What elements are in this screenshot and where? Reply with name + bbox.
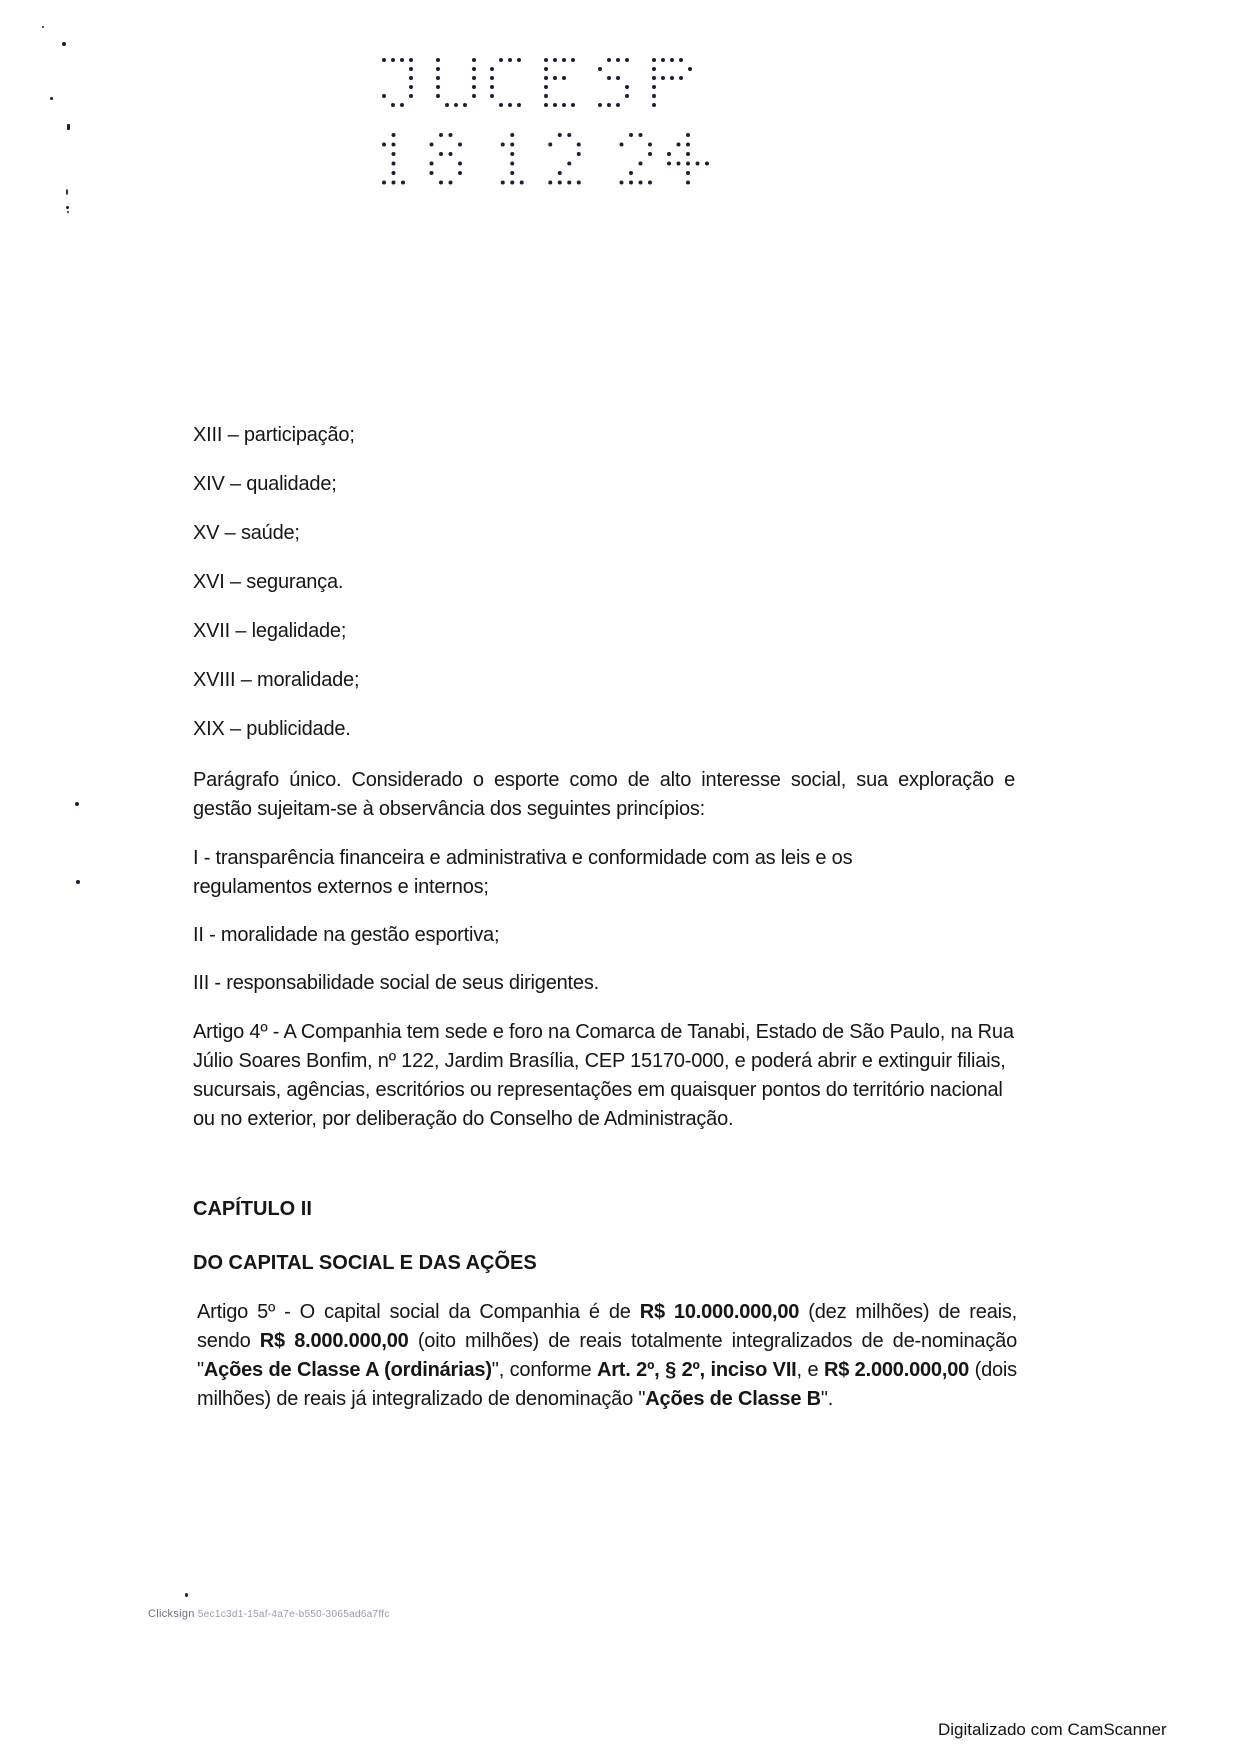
stamp-dot bbox=[686, 171, 690, 175]
stamp-dot bbox=[517, 58, 521, 62]
artigo-5-text: ", conforme bbox=[491, 1359, 597, 1381]
stamp-dot bbox=[679, 58, 683, 62]
stamp-dot bbox=[472, 58, 476, 62]
stamp-dot bbox=[553, 58, 557, 62]
stamp-dot bbox=[544, 58, 548, 62]
artigo-5-text: ". bbox=[820, 1388, 834, 1410]
scan-speck bbox=[185, 1593, 188, 1597]
stamp-dot bbox=[409, 76, 413, 80]
stamp-dot bbox=[639, 162, 643, 166]
chapter-number: CAPÍTULO II bbox=[193, 1198, 312, 1220]
item-dash: – bbox=[235, 620, 247, 642]
stamp-dot bbox=[686, 133, 690, 137]
stamp-dot bbox=[430, 162, 434, 166]
stamp-dot bbox=[629, 171, 633, 175]
stamp-dot bbox=[544, 94, 548, 98]
stamp-dot bbox=[436, 67, 440, 71]
stamp-dot bbox=[686, 162, 690, 166]
stamp-dot bbox=[652, 76, 656, 80]
item-numeral: XIX bbox=[193, 718, 225, 740]
stamp-dot bbox=[510, 143, 514, 147]
stamp-dot bbox=[670, 58, 674, 62]
list-item bbox=[193, 424, 355, 447]
capital-classe-a: R$ 8.000.000,00 bbox=[259, 1330, 409, 1352]
stamp-dot bbox=[490, 94, 494, 98]
stamp-dot bbox=[472, 94, 476, 98]
item-text: saúde; bbox=[240, 522, 300, 544]
stamp-dot bbox=[392, 152, 396, 156]
stamp-dot bbox=[490, 76, 494, 80]
stamp-dot bbox=[598, 67, 602, 71]
stamp-dot-matrix bbox=[380, 55, 710, 205]
stamp-dot bbox=[577, 152, 581, 156]
stamp-dot bbox=[553, 103, 557, 107]
item-dash: – bbox=[230, 571, 241, 593]
stamp-dot bbox=[652, 67, 656, 71]
stamp-dot bbox=[409, 94, 413, 98]
stamp-dot bbox=[616, 58, 620, 62]
stamp-dot bbox=[510, 162, 514, 166]
stamp-dot bbox=[439, 133, 443, 137]
stamp-dot bbox=[392, 171, 396, 175]
stamp-dot bbox=[400, 103, 404, 107]
stamp-dot bbox=[562, 103, 566, 107]
stamp-dot bbox=[652, 58, 656, 62]
item-dash: – bbox=[230, 718, 241, 740]
item-text: segurança. bbox=[246, 571, 344, 593]
classe-a-name: Ações de Classe A (ordinárias) bbox=[203, 1359, 492, 1381]
stamp-dot bbox=[458, 143, 462, 147]
artigo-5 bbox=[197, 1298, 1017, 1414]
stamp-dot bbox=[548, 181, 552, 185]
stamp-dot bbox=[472, 76, 476, 80]
stamp-dot bbox=[400, 58, 404, 62]
clicksign-code: 5ec1c3d1-15af-4a7e-b550-3065ad6a7ffc bbox=[197, 1609, 390, 1620]
item-numeral: XVIII bbox=[193, 669, 236, 691]
stamp-dot bbox=[392, 143, 396, 147]
stamp-dot bbox=[391, 58, 395, 62]
stamp-dot bbox=[625, 58, 629, 62]
stamp-dot bbox=[620, 181, 624, 185]
stamp-dot bbox=[607, 58, 611, 62]
principio-item: III - responsabilidade social de seus dirigentes. bbox=[193, 972, 599, 994]
stamp-dot bbox=[577, 143, 581, 147]
camscanner-watermark: Digitalizado com CamScanner bbox=[938, 1720, 1167, 1739]
stamp-dot bbox=[607, 76, 611, 80]
stamp-dot bbox=[382, 58, 386, 62]
stamp-dot bbox=[679, 76, 683, 80]
stamp-dot bbox=[688, 67, 692, 71]
artigo-5-text: Artigo 5º - O capital social da Companhia é de bbox=[197, 1301, 640, 1323]
stamp-dot bbox=[445, 103, 449, 107]
stamp-dot bbox=[562, 76, 566, 80]
list-item bbox=[193, 620, 346, 643]
article-reference: Art. 2º, § 2º, inciso VII bbox=[596, 1359, 797, 1381]
stamp-dot bbox=[661, 58, 665, 62]
stamp-dot bbox=[490, 67, 494, 71]
stamp-dot bbox=[436, 58, 440, 62]
scan-speck bbox=[42, 26, 44, 28]
stamp-dot bbox=[508, 58, 512, 62]
principio-item: II - moralidade na gestão esportiva; bbox=[193, 924, 500, 946]
stamp-dot bbox=[430, 143, 434, 147]
stamp-dot bbox=[548, 143, 552, 147]
scan-speck bbox=[62, 42, 66, 46]
stamp-dot bbox=[449, 133, 453, 137]
capital-classe-b: R$ 2.000.000,00 bbox=[823, 1359, 970, 1381]
stamp-dot bbox=[401, 181, 405, 185]
stamp-dot bbox=[430, 171, 434, 175]
stamp-dot bbox=[392, 133, 396, 137]
stamp-dot bbox=[510, 152, 514, 156]
scan-speck bbox=[66, 206, 69, 209]
stamp-dot bbox=[436, 85, 440, 89]
list-item bbox=[193, 718, 351, 741]
classe-b-name: Ações de Classe B bbox=[645, 1388, 821, 1410]
stamp-dot bbox=[686, 152, 690, 156]
stamp-dot bbox=[686, 181, 690, 185]
list-item bbox=[193, 669, 359, 692]
stamp-dot bbox=[382, 181, 386, 185]
stamp-dot bbox=[670, 76, 674, 80]
stamp-dot bbox=[510, 171, 514, 175]
stamp-dot bbox=[501, 143, 505, 147]
stamp-dot bbox=[625, 85, 629, 89]
stamp-dot bbox=[439, 181, 443, 185]
list-item bbox=[193, 473, 337, 496]
item-numeral: XVI bbox=[193, 571, 225, 593]
stamp-dot bbox=[510, 133, 514, 137]
stamp-dot bbox=[382, 143, 386, 147]
stamp-dot bbox=[392, 162, 396, 166]
stamp-dot bbox=[544, 85, 548, 89]
stamp-dot bbox=[661, 76, 665, 80]
stamp-dot bbox=[517, 103, 521, 107]
stamp-dot bbox=[571, 58, 575, 62]
stamp-dot bbox=[439, 152, 443, 156]
stamp-dot bbox=[449, 181, 453, 185]
item-text: legalidade; bbox=[251, 620, 347, 642]
stamp-dot bbox=[648, 181, 652, 185]
stamp-dot bbox=[392, 181, 396, 185]
stamp-dot bbox=[667, 162, 671, 166]
item-dash: – bbox=[240, 669, 252, 691]
scan-speck bbox=[50, 97, 53, 100]
stamp-dot bbox=[562, 58, 566, 62]
stamp-dot bbox=[472, 85, 476, 89]
stamp-dot bbox=[567, 133, 571, 137]
stamp-dot bbox=[686, 143, 690, 147]
stamp-dot bbox=[436, 76, 440, 80]
artigo-4: Artigo 4º - A Companhia tem sede e foro na Comarca de Tanabi, Estado de São Paulo, na Rua Júlio Soares Bonfim, nº 122, Jardim Brasília, CEP 15170-000, e poderá abrir e extinguir filiais, sucursais, agências, escritórios ou representações em quaisquer pontos do território nacional ou no exterior, por deliberação do Conselho de Administração. bbox=[193, 1021, 1014, 1130]
stamp-dot bbox=[625, 94, 629, 98]
artigo-5-text: (oito milhões) de reais totalmente integralizados de de-nominação " bbox=[197, 1330, 1017, 1381]
stamp-dot bbox=[544, 67, 548, 71]
item-numeral: XVII bbox=[193, 620, 230, 642]
stamp-dot bbox=[677, 162, 681, 166]
stamp-dot bbox=[458, 162, 462, 166]
jucesp-stamp bbox=[380, 55, 710, 205]
stamp-dot bbox=[652, 85, 656, 89]
stamp-dot bbox=[607, 103, 611, 107]
stamp-dot bbox=[648, 152, 652, 156]
item-dash: – bbox=[227, 424, 239, 446]
scan-speck bbox=[76, 880, 80, 884]
stamp-dot bbox=[629, 133, 633, 137]
capital-total: R$ 10.000.000,00 bbox=[639, 1301, 800, 1323]
item-dash: – bbox=[230, 473, 241, 495]
stamp-dot bbox=[696, 162, 700, 166]
item-text: participação; bbox=[243, 424, 355, 446]
stamp-dot bbox=[567, 162, 571, 166]
stamp-dot bbox=[677, 143, 681, 147]
stamp-dot bbox=[652, 94, 656, 98]
stamp-dot bbox=[463, 103, 467, 107]
stamp-dot bbox=[705, 162, 709, 166]
stamp-dot bbox=[667, 152, 671, 156]
stamp-dot bbox=[544, 76, 548, 80]
artigo-5-text: (dez milhões) de reais, sendo bbox=[197, 1301, 1018, 1352]
stamp-dot bbox=[508, 103, 512, 107]
stamp-dot bbox=[558, 171, 562, 175]
stamp-dot bbox=[409, 58, 413, 62]
clicksign-brand: Clicksign bbox=[148, 1608, 195, 1620]
stamp-dot bbox=[458, 171, 462, 175]
stamp-dot bbox=[454, 103, 458, 107]
stamp-dot bbox=[499, 58, 503, 62]
scan-speck bbox=[75, 802, 79, 806]
item-text: moralidade; bbox=[257, 669, 360, 691]
scan-speck bbox=[66, 189, 68, 195]
item-dash: – bbox=[224, 522, 236, 544]
stamp-dot bbox=[472, 67, 476, 71]
chapter-title: DO CAPITAL SOCIAL E DAS AÇÕES bbox=[193, 1252, 537, 1274]
stamp-dot bbox=[577, 181, 581, 185]
item-numeral: XV bbox=[193, 522, 220, 544]
stamp-dot bbox=[553, 76, 557, 80]
list-item bbox=[193, 522, 300, 545]
stamp-dot bbox=[639, 181, 643, 185]
stamp-dot bbox=[499, 103, 503, 107]
stamp-dot bbox=[571, 103, 575, 107]
artigo-5-text: , e bbox=[796, 1359, 824, 1381]
stamp-dot bbox=[648, 143, 652, 147]
stamp-dot bbox=[520, 181, 524, 185]
stamp-dot bbox=[544, 103, 548, 107]
stamp-dot bbox=[652, 103, 656, 107]
stamp-dot bbox=[567, 181, 571, 185]
stamp-dot bbox=[490, 85, 494, 89]
stamp-dot bbox=[382, 94, 386, 98]
list-item bbox=[193, 571, 343, 594]
stamp-dot bbox=[639, 133, 643, 137]
clicksign-footer bbox=[148, 1608, 390, 1620]
stamp-dot bbox=[501, 181, 505, 185]
stamp-dot bbox=[620, 143, 624, 147]
item-numeral: XIII bbox=[193, 424, 223, 446]
stamp-dot bbox=[391, 103, 395, 107]
stamp-dot bbox=[629, 181, 633, 185]
stamp-dot bbox=[558, 181, 562, 185]
stamp-dot bbox=[598, 103, 602, 107]
stamp-dot bbox=[409, 67, 413, 71]
stamp-dot bbox=[436, 94, 440, 98]
item-text: publicidade. bbox=[246, 718, 351, 740]
paragrafo-unico: Parágrafo único. Considerado o esporte como de alto interesse social, sua exploração e gestão sujeitam-se à observância dos seguintes princípios: bbox=[193, 769, 1015, 820]
principio-item: I - transparência financeira e administrativa e conformidade com as leis e os regulamentos externos e internos; bbox=[193, 847, 853, 898]
stamp-dot bbox=[616, 103, 620, 107]
stamp-dot bbox=[409, 85, 413, 89]
stamp-dot bbox=[449, 152, 453, 156]
stamp-dot bbox=[616, 76, 620, 80]
scan-speck bbox=[67, 124, 70, 130]
item-numeral: XIV bbox=[193, 473, 225, 495]
item-text: qualidade; bbox=[246, 473, 337, 495]
stamp-dot bbox=[558, 133, 562, 137]
artigo-5-text: (dois milhões) de reais já integralizado de denominação " bbox=[197, 1359, 1017, 1410]
scan-speck bbox=[67, 211, 69, 213]
stamp-dot bbox=[510, 181, 514, 185]
